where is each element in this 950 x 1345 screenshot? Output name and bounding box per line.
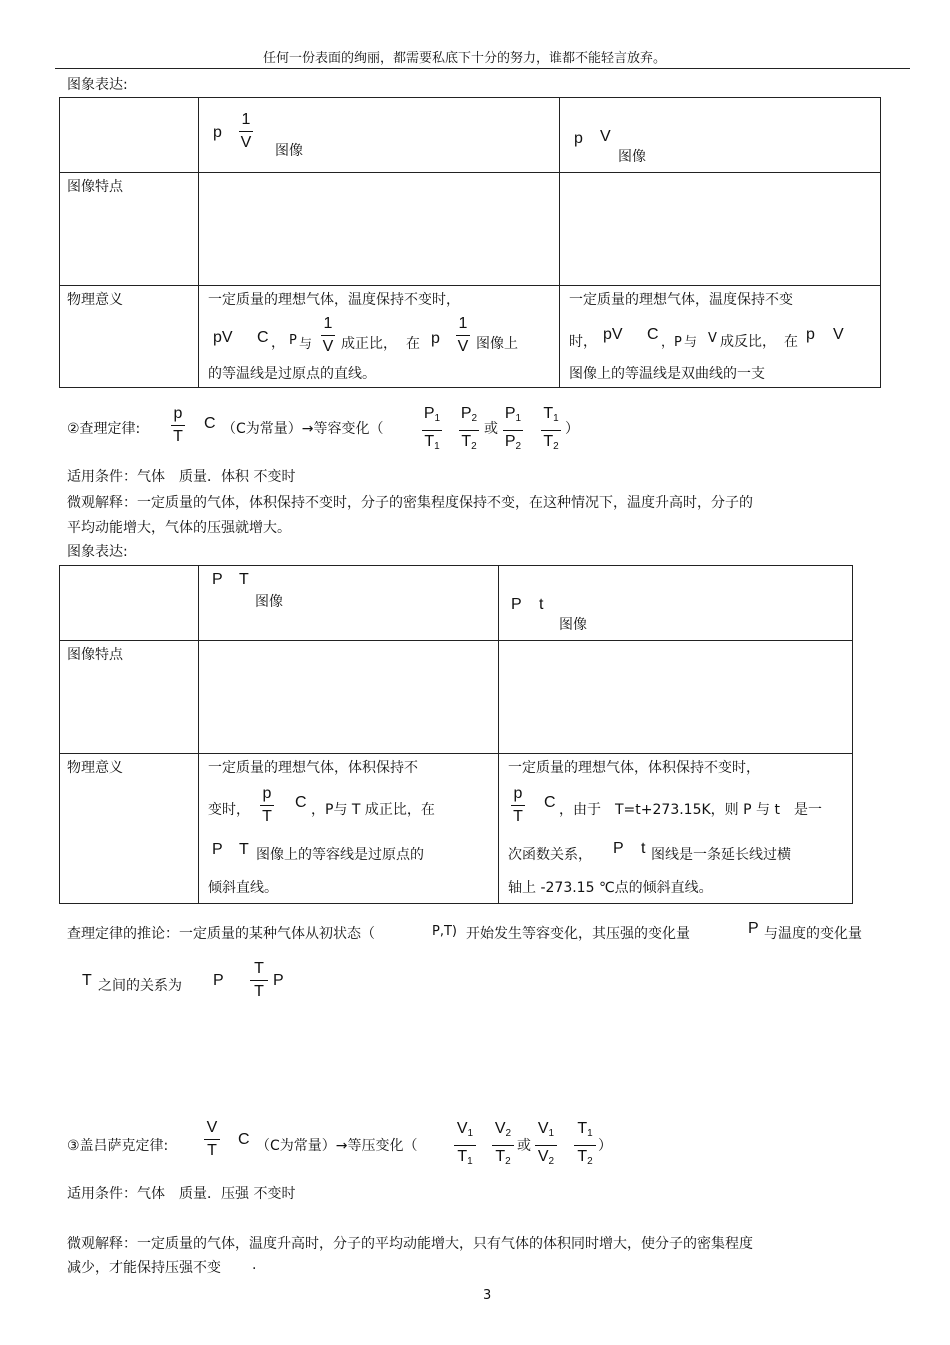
charles-close: ） [565,421,579,437]
charles-label2: 图象表达: [67,544,128,560]
section1-label: 图象表达: [67,77,128,93]
t2-m2-c: C [544,794,556,811]
table1-corner-cell [60,98,199,173]
charles-f3: $P_1$ $P_2$ [504,405,522,452]
t2-col1-t: T [239,571,249,588]
corollary-frac: T T [250,959,268,1002]
t1-m1-frac: 1 V [322,315,334,355]
t1-m2-p2: p [806,326,815,343]
table1-meaning-cell-2 [560,286,881,388]
gay-frac: V T [204,1118,220,1161]
header-motto: 任何一份表面的绚丽，都需要私底下十分的努力，谁都不能轻言放弃。 [263,51,667,66]
t1-m1-direct: 成正比， [341,336,397,352]
t2-m2-frac: p T [511,784,525,827]
t1-m1-in: 在 [406,336,420,352]
corollary-between: 之间的关系为 [98,978,182,994]
t1-m2-v: V [708,331,717,346]
t1-m2-v2: V [833,326,844,343]
t2-feature-label: 图像特点 [67,647,123,663]
t2-col2-p: P [511,596,522,613]
t1-m1-frac2: 1 V [457,315,469,355]
t1-m1-line1: 一定质量的理想气体，温度保持不变时， [208,292,460,308]
charles-c: C [204,415,216,432]
gay-f1: $V_1$ $T_1$ [454,1119,476,1172]
t2-meaning-label: 物理意义 [67,760,123,776]
charles-micro-1: 微观解释：一定质量的气体，体积保持不变时，分子的密集程度保持不变，在这种情况下，温度升高时，分子的 [67,495,753,511]
t1-col1-frac: 1 V [240,111,252,151]
t1-m1-with: 与 [299,337,313,352]
t1-m1-comma: ， [271,335,285,351]
t2-col1-suffix: 图像 [255,594,283,610]
t1-col2-p: p [574,130,583,147]
table1-meaning-label-cell [60,286,199,388]
isochoric-table [59,565,853,904]
charles-frac: p T [171,404,185,447]
table2-col2-header [499,566,853,641]
t1-m2-c: C [647,326,659,343]
t1-m2-inverse: 成反比， [720,334,776,350]
gay-micro-1: 微观解释：一定质量的气体，温度升高时，分子的平均动能增大，只有气体的体积同时增大，使分子的密集程度 [67,1236,753,1252]
t1-feature-label: 图像特点 [67,179,123,195]
corollary-line1c: 开始发生等容变化，其压强的变化量 [466,926,690,942]
t2-col2-suffix: 图像 [559,617,587,633]
corollary-line1d: P [748,920,759,937]
t2-col2-t: t [539,596,544,613]
gay-or: 或 [517,1138,531,1154]
table1-feature-cell-1 [199,173,560,286]
t1-m1-p: P [289,333,297,348]
gay-close: ） [598,1138,612,1154]
t1-m2-pv: pV [603,326,623,343]
table1-col2-header [560,98,881,173]
gay-micro-2-dot: . [252,1257,257,1273]
gay-condition: 适用条件：气体 质量．压强 不变时 [67,1186,296,1202]
t2-m2-line1: 一定质量的理想气体，体积保持不变时， [508,760,760,776]
isothermal-table [59,97,881,388]
charles-note: （C为常量）→等容变化（ [222,421,384,437]
charles-f1: $P_1$ $T_1$ [423,405,441,452]
t1-col2-v: V [600,128,611,145]
t2-m1-p: P [212,841,223,858]
table1-feature-label-cell [60,173,199,286]
gay-f3: $V_1$ $V_2$ [535,1119,557,1172]
corollary-line1a: 查理定律的推论：一定质量的某种气体从初状态（ [67,926,375,942]
t1-col2-suffix: 图像 [618,149,646,165]
t2-m1-line1: 一定质量的理想气体，体积保持不 [208,760,418,776]
table2-meaning-label-cell [60,754,199,904]
corollary-t: T [82,972,92,989]
table1-feature-cell-2 [560,173,881,286]
t1-col1-p: p [213,124,222,141]
gay-note: （C为常量）→等压变化（ [256,1138,418,1154]
table2-corner-cell [60,566,199,641]
t1-m2-line1: 一定质量的理想气体，温度保持不变 [569,292,793,308]
charles-f4: $T_1$ $T_2$ [541,404,561,457]
t1-m2-line3: 图像上的等温线是双曲线的一支 [569,366,765,382]
t2-m1-rest: ，P与 T 成正比，在 [311,802,435,818]
gay-label: ③盖吕萨克定律: [67,1138,169,1154]
t2-m1-line4: 倾斜直线。 [208,880,278,896]
t1-m1-line3: 的等温线是过原点的直线。 [208,366,376,382]
t2-m2-rest: ，由于 T=t+273.15K，则 P 与 t 是一 [559,802,822,818]
gay-f4: $T_1$ $T_2$ [574,1119,596,1172]
corollary-p2: P [273,972,284,989]
charles-condition: 适用条件：气体 质量．体积 不变时 [67,469,296,485]
corollary-p: P [213,972,224,989]
t1-m2-when: 时， [569,334,597,350]
t1-m1-c: C [257,329,269,346]
table1-meaning-cell-1 [199,286,560,388]
gay-micro-2: 减少，才能保持压强不变 [67,1260,221,1276]
t2-m2-line3b: 图线是一条延长线过横 [651,847,791,863]
t2-m1-frac: p T [260,784,274,827]
gay-f2: $V_2$ $T_2$ [492,1119,514,1172]
t1-meaning-label: 物理意义 [67,292,123,308]
table1-col1-header [199,98,560,173]
gay-c: C [238,1131,250,1148]
charles-micro-2: 平均动能增大，气体的压强就增大。 [67,520,291,536]
charles-label: ②查理定律: [67,421,141,437]
charles-f2: $P_2$ $T_2$ [460,405,478,452]
t1-m2-p: ，P [661,335,682,350]
table2-col1-header [199,566,499,641]
t2-m1-line3: 图像上的等容线是过原点的 [256,847,424,863]
t1-m2-with: 与 [684,335,698,350]
t1-m1-p2: p [431,330,440,347]
t2-m1-when: 变时， [208,802,250,818]
t2-m1-t: T [239,841,249,858]
table2-feature-label-cell [60,641,199,754]
table2-feature-cell-2 [499,641,853,754]
t2-col1-p: P [212,571,223,588]
table2-feature-cell-1 [199,641,499,754]
corollary-line1b: P,T) [432,924,457,939]
t1-m2-in: 在 [784,334,798,350]
t1-m1-pv: pV [213,329,233,346]
header-rule [55,68,910,69]
t1-m1-imgon: 图像上 [476,336,518,352]
charles-or: 或 [484,421,498,437]
corollary-line1e: 与温度的变化量 [764,926,862,942]
t2-m2-line3a: 次函数关系， [508,847,592,863]
table2-meaning-cell-2 [499,754,853,904]
t2-m2-line4: 轴上 -273.15 ℃点的倾斜直线。 [508,880,713,896]
table2-meaning-cell-1 [199,754,499,904]
t1-col1-suffix: 图像 [275,143,303,159]
t2-m1-c: C [295,794,307,811]
page-number: 3 [483,1288,492,1303]
t2-m2-p: P [613,840,624,857]
t2-m2-t: t [641,840,646,857]
